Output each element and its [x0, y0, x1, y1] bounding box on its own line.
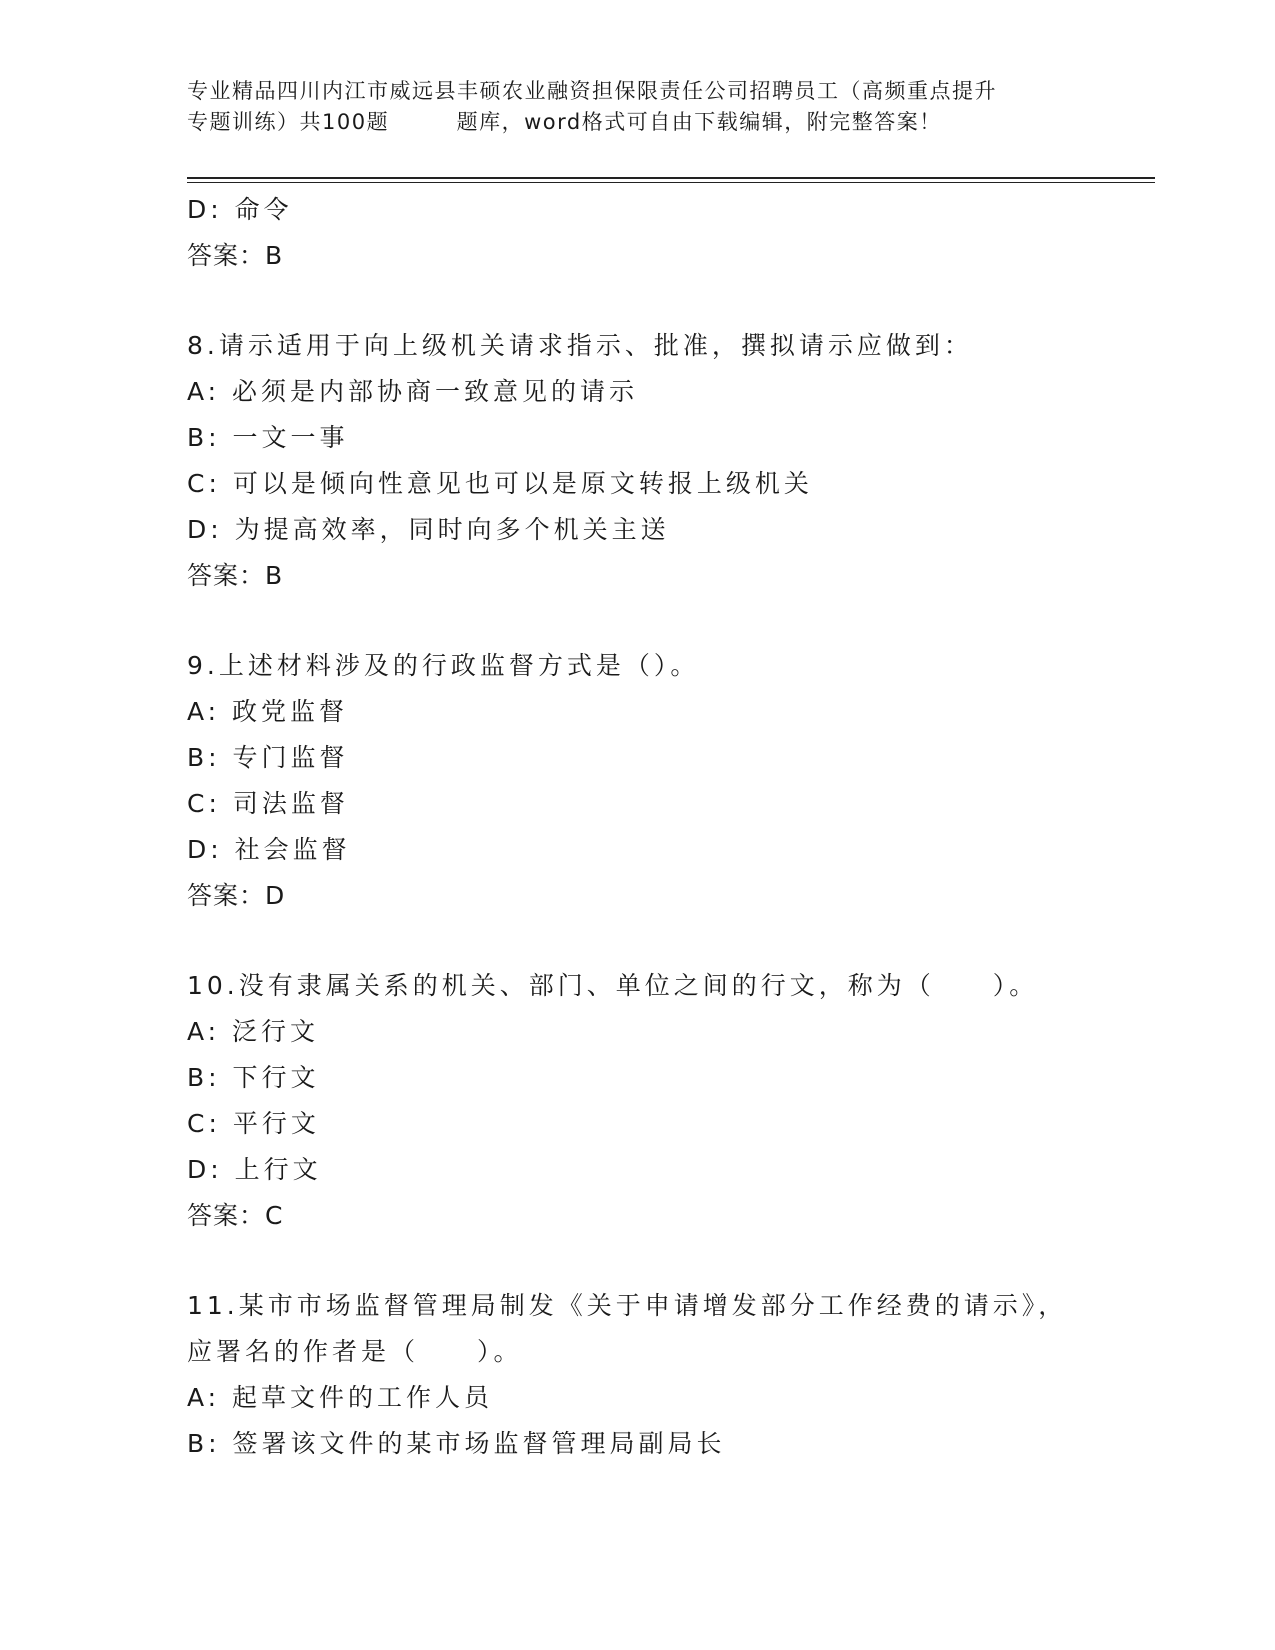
option-d: D: 命令 [187, 195, 293, 224]
option-b: B: 专门监督 [187, 743, 349, 772]
answer-line: 答案：C [187, 1201, 284, 1230]
answer-line: 答案：B [187, 241, 284, 270]
header-divider-thick [187, 177, 1155, 179]
question-block-prev [187, 187, 1155, 279]
question-block-10 [187, 963, 1155, 1239]
spacer [187, 1239, 1155, 1283]
header-divider-thin [187, 182, 1155, 183]
option-a: A: 起草文件的工作人员 [187, 1383, 494, 1412]
spacer [187, 919, 1155, 963]
question-stem: 10.没有隶属关系的机关、部门、单位之间的行文，称为（ ）。 [187, 971, 1039, 1000]
answer-line: 答案：B [187, 561, 284, 590]
question-stem: 8.请示适用于向上级机关请求指示、批准，撰拟请示应做到： [187, 331, 973, 360]
option-c: C: 平行文 [187, 1109, 320, 1138]
option-d: D: 上行文 [187, 1155, 322, 1184]
question-block-11 [187, 1283, 1155, 1467]
header-line-1: 专业精品四川内江市威远县丰硕农业融资担保限责任公司招聘员工（高频重点提升 [187, 79, 997, 103]
option-a: A: 必须是内部协商一致意见的请示 [187, 377, 639, 406]
question-block-8 [187, 323, 1155, 599]
option-c: C: 司法监督 [187, 789, 349, 818]
answer-line: 答案：D [187, 881, 286, 910]
header-line-2: 专题训练）共100题 题库，word格式可自由下载编辑，附完整答案！ [187, 110, 942, 134]
option-b: B: 签署该文件的某市场监督管理局副局长 [187, 1429, 726, 1458]
option-d: D: 为提高效率，同时向多个机关主送 [187, 515, 670, 544]
question-list [187, 187, 1155, 1467]
spacer [187, 599, 1155, 643]
question-stem: 11.某市市场监督管理局制发《关于申请增发部分工作经费的请示》， [187, 1291, 1068, 1320]
option-c: C: 可以是倾向性意见也可以是原文转报上级机关 [187, 469, 813, 498]
option-b: B: 一文一事 [187, 423, 349, 452]
question-stem: 9.上述材料涉及的行政监督方式是（）。 [187, 651, 700, 680]
question-stem-continued: 应署名的作者是（ ）。 [187, 1337, 523, 1366]
option-a: A: 政党监督 [187, 697, 349, 726]
spacer [187, 279, 1155, 323]
question-block-9 [187, 643, 1155, 919]
option-d: D: 社会监督 [187, 835, 351, 864]
option-a: A: 泛行文 [187, 1017, 320, 1046]
document-header [187, 76, 1087, 138]
option-b: B: 下行文 [187, 1063, 320, 1092]
